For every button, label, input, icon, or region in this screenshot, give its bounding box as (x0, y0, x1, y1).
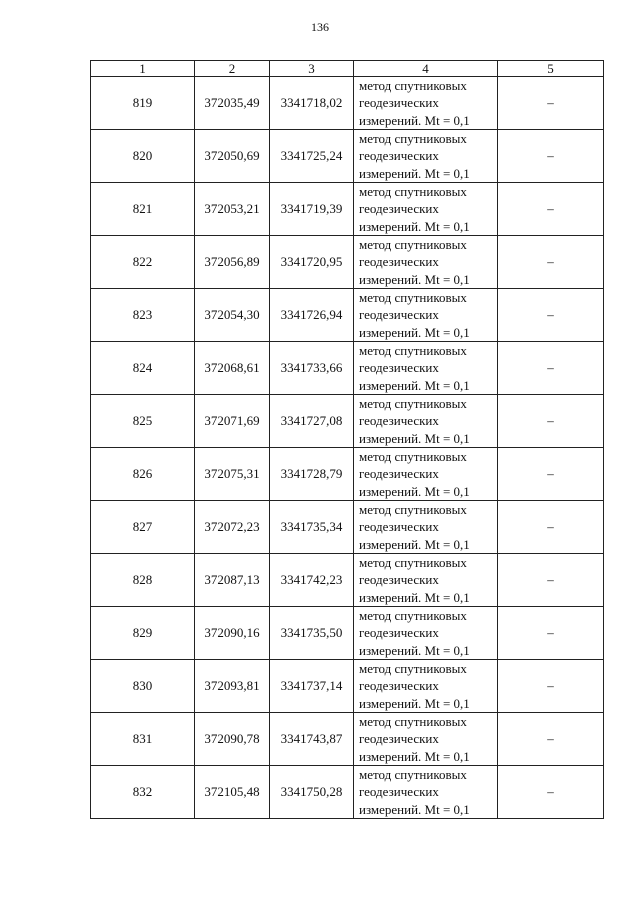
method-cell (354, 713, 498, 766)
method-line: геодезических (359, 360, 439, 376)
method-line: измерений. Mt = 0,1 (359, 642, 470, 658)
method-line: геодезических (359, 731, 439, 747)
method-line: геодезических (359, 413, 439, 429)
x-coordinate-cell: 372054,30 (195, 289, 270, 342)
table-row (91, 607, 604, 660)
point-number-cell: 829 (91, 607, 195, 660)
note-cell: – (498, 289, 604, 342)
note-cell: – (498, 766, 604, 819)
column-header-2: 2 (195, 61, 270, 77)
method-line: измерений. Mt = 0,1 (359, 218, 470, 234)
method-line: геодезических (359, 148, 439, 164)
method-line: измерений. Mt = 0,1 (359, 589, 470, 605)
note-cell: – (498, 342, 604, 395)
method-line: измерений. Mt = 0,1 (359, 271, 470, 287)
note-cell: – (498, 183, 604, 236)
method-line: геодезических (359, 201, 439, 217)
method-line: метод спутниковых (359, 502, 467, 518)
x-coordinate-cell: 372075,31 (195, 448, 270, 501)
method-line: метод спутниковых (359, 608, 467, 624)
x-coordinate-cell: 372093,81 (195, 660, 270, 713)
y-coordinate-cell: 3341718,02 (270, 77, 354, 130)
y-coordinate-cell: 3341725,24 (270, 130, 354, 183)
y-coordinate-cell: 3341728,79 (270, 448, 354, 501)
method-cell (354, 554, 498, 607)
method-cell (354, 342, 498, 395)
note-cell: – (498, 236, 604, 289)
method-line: метод спутниковых (359, 767, 467, 783)
y-coordinate-cell: 3341726,94 (270, 289, 354, 342)
method-line: метод спутниковых (359, 449, 467, 465)
point-number-cell: 826 (91, 448, 195, 501)
y-coordinate-cell: 3341735,34 (270, 501, 354, 554)
y-coordinate-cell: 3341737,14 (270, 660, 354, 713)
point-number-cell: 819 (91, 77, 195, 130)
method-line: измерений. Mt = 0,1 (359, 112, 470, 128)
note-cell: – (498, 713, 604, 766)
method-line: геодезических (359, 519, 439, 535)
column-header-3: 3 (270, 61, 354, 77)
x-coordinate-cell: 372105,48 (195, 766, 270, 819)
x-coordinate-cell: 372090,16 (195, 607, 270, 660)
method-line: метод спутниковых (359, 237, 467, 253)
point-number-cell: 831 (91, 713, 195, 766)
table-row (91, 77, 604, 130)
note-cell: – (498, 448, 604, 501)
table-row (91, 289, 604, 342)
method-cell (354, 130, 498, 183)
note-cell: – (498, 501, 604, 554)
method-line: метод спутниковых (359, 184, 467, 200)
x-coordinate-cell: 372035,49 (195, 77, 270, 130)
y-coordinate-cell: 3341742,23 (270, 554, 354, 607)
method-line: метод спутниковых (359, 555, 467, 571)
note-cell: – (498, 554, 604, 607)
x-coordinate-cell: 372053,21 (195, 183, 270, 236)
method-line: измерений. Mt = 0,1 (359, 536, 470, 552)
note-cell: – (498, 130, 604, 183)
point-number-cell: 822 (91, 236, 195, 289)
method-line: геодезических (359, 95, 439, 111)
method-cell (354, 660, 498, 713)
point-number-cell: 820 (91, 130, 195, 183)
point-number-cell: 827 (91, 501, 195, 554)
table-row (91, 660, 604, 713)
method-line: метод спутниковых (359, 78, 467, 94)
method-line: геодезических (359, 307, 439, 323)
method-line: измерений. Mt = 0,1 (359, 377, 470, 393)
table-header-row (91, 61, 604, 77)
column-header-1: 1 (91, 61, 195, 77)
x-coordinate-cell: 372087,13 (195, 554, 270, 607)
table-row (91, 130, 604, 183)
method-line: измерений. Mt = 0,1 (359, 801, 470, 817)
method-cell (354, 289, 498, 342)
method-line: измерений. Mt = 0,1 (359, 695, 470, 711)
y-coordinate-cell: 3341719,39 (270, 183, 354, 236)
method-cell (354, 766, 498, 819)
y-coordinate-cell: 3341735,50 (270, 607, 354, 660)
y-coordinate-cell: 3341727,08 (270, 395, 354, 448)
note-cell: – (498, 660, 604, 713)
x-coordinate-cell: 372068,61 (195, 342, 270, 395)
table-row (91, 183, 604, 236)
table-row (91, 554, 604, 607)
x-coordinate-cell: 372056,89 (195, 236, 270, 289)
point-number-cell: 830 (91, 660, 195, 713)
method-line: геодезических (359, 625, 439, 641)
table-row (91, 501, 604, 554)
method-line: метод спутниковых (359, 131, 467, 147)
y-coordinate-cell: 3341743,87 (270, 713, 354, 766)
method-line: измерений. Mt = 0,1 (359, 430, 470, 446)
table-row (91, 448, 604, 501)
method-line: измерений. Mt = 0,1 (359, 748, 470, 764)
column-header-4: 4 (354, 61, 498, 77)
method-cell (354, 77, 498, 130)
point-number-cell: 821 (91, 183, 195, 236)
table-row (91, 713, 604, 766)
method-line: метод спутниковых (359, 343, 467, 359)
method-line: геодезических (359, 784, 439, 800)
table-row (91, 766, 604, 819)
method-line: измерений. Mt = 0,1 (359, 324, 470, 340)
table-body (91, 77, 604, 819)
method-line: геодезических (359, 678, 439, 694)
note-cell: – (498, 607, 604, 660)
table-row (91, 395, 604, 448)
point-number-cell: 832 (91, 766, 195, 819)
x-coordinate-cell: 372071,69 (195, 395, 270, 448)
method-cell (354, 183, 498, 236)
method-line: геодезических (359, 572, 439, 588)
method-line: измерений. Mt = 0,1 (359, 165, 470, 181)
point-number-cell: 825 (91, 395, 195, 448)
point-number-cell: 824 (91, 342, 195, 395)
y-coordinate-cell: 3341720,95 (270, 236, 354, 289)
method-line: метод спутниковых (359, 714, 467, 730)
method-cell (354, 607, 498, 660)
method-cell (354, 236, 498, 289)
method-cell (354, 395, 498, 448)
y-coordinate-cell: 3341733,66 (270, 342, 354, 395)
x-coordinate-cell: 372072,23 (195, 501, 270, 554)
coordinates-table (90, 60, 604, 819)
method-line: геодезических (359, 254, 439, 270)
x-coordinate-cell: 372050,69 (195, 130, 270, 183)
page-number: 136 (311, 20, 329, 34)
y-coordinate-cell: 3341750,28 (270, 766, 354, 819)
method-line: метод спутниковых (359, 396, 467, 412)
table-row (91, 342, 604, 395)
point-number-cell: 828 (91, 554, 195, 607)
method-line: метод спутниковых (359, 661, 467, 677)
column-header-5: 5 (498, 61, 604, 77)
method-line: метод спутниковых (359, 290, 467, 306)
table-row (91, 236, 604, 289)
method-line: измерений. Mt = 0,1 (359, 483, 470, 499)
method-line: геодезических (359, 466, 439, 482)
method-cell (354, 448, 498, 501)
note-cell: – (498, 77, 604, 130)
method-cell (354, 501, 498, 554)
point-number-cell: 823 (91, 289, 195, 342)
x-coordinate-cell: 372090,78 (195, 713, 270, 766)
note-cell: – (498, 395, 604, 448)
